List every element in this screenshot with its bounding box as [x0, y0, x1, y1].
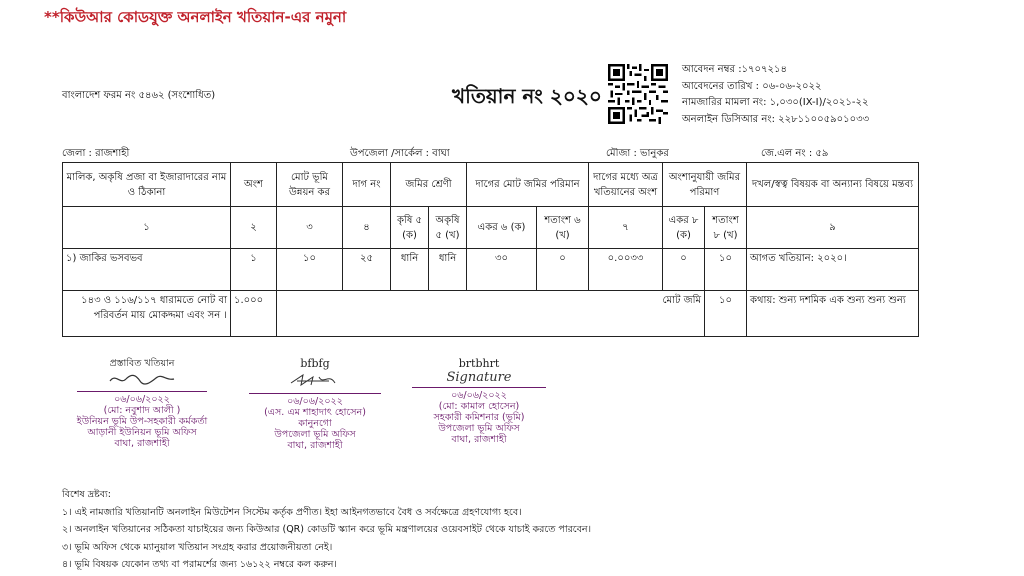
remarks-cell: আগত খতিয়ান: ২০২০। — [747, 249, 919, 291]
signatory-place: বাঘা, রাজশাহী — [287, 440, 343, 451]
col-number: ৩ — [277, 207, 343, 249]
jl-number-label: জে.এল নং : ৫৯ — [761, 148, 829, 159]
table-header-row — [63, 163, 919, 207]
signatory-place: বাঘা, রাজশাহী — [114, 438, 170, 449]
signature-heading: প্রস্তাবিত খতিয়ান — [109, 358, 175, 369]
in-words-cell: কথায়: শুন্য দশমিক এক শুন্য শুন্য শুন্য — [747, 291, 919, 337]
signature-block-2 — [240, 358, 390, 451]
owner-cell: ১) জাকির ভসবভব — [63, 249, 231, 291]
header-share: অংশ — [231, 163, 277, 207]
table-row — [63, 249, 919, 291]
note-item: ২। অনলাইন খতিয়ানের সঠিকতা যাচাইয়ের জন্য কিউআর (QR) কোডটি স্ক্যান করে ভূমি মন্ত্রণালয়ের ওয়েবসাইট থেকে যাচাই করতে পারবেন। — [62, 524, 591, 535]
note-item: ৩। ভূমি অফিস থেকে ম্যানুয়াল খতিয়ান সংগ্রহ করার প্রয়োজনীয়তা নেই। — [62, 541, 333, 553]
signature-date: ০৬/০৬/২০২২ — [451, 390, 507, 401]
acre-cell: ৩০ — [467, 249, 537, 291]
online-dcr-number: অনলাইন ডিসিআর নং: ২২৮১১০০৫৯০১০৩৩ — [682, 113, 870, 125]
form-number: বাংলাদেশ ফরম নং ৫৪৬২ (সংশোধিত) — [62, 90, 216, 101]
khatian-table — [62, 162, 919, 337]
khatian-title: খতিয়ান নং ২০২০ — [452, 84, 602, 108]
application-date: আবেদনের তারিখ : ০৬-০৬-২০২২ — [682, 80, 822, 92]
notes-title: বিশেষ দ্রষ্টব্য: — [62, 489, 111, 500]
signature-heading: brtbhrt — [458, 357, 500, 370]
header-total-land: দাগের মোট জমির পরিমান — [467, 163, 589, 207]
non-agri-class-cell: ধানি — [429, 249, 467, 291]
signature-line — [249, 393, 381, 394]
col-number: একর ৬ (ক) — [467, 207, 537, 249]
share-decimal-cell: ১০ — [705, 249, 747, 291]
col-number: একর ৮ (ক) — [663, 207, 705, 249]
col-number: ৪ — [343, 207, 391, 249]
col-number: শতাংশ ৬ (খ) — [537, 207, 589, 249]
signatory-designation: ইউনিয়ন ভূমি উপ-সহকারী কর্মকর্তা — [76, 416, 208, 427]
signature-scribble-icon — [106, 371, 178, 387]
signatory-office: উপজেলা ভূমি অফিস — [274, 429, 356, 440]
share-cell: ১ — [231, 249, 277, 291]
signatory-place: বাঘা, রাজশাহী — [451, 434, 507, 445]
signatory-name: (মো: নবুশাদ আলী ) — [103, 405, 181, 416]
signatory-designation: কানুনগো — [298, 418, 332, 429]
agri-class-cell: ধানি — [391, 249, 429, 291]
signature-date: ০৬/০৬/২০২২ — [287, 396, 343, 407]
signature-line — [77, 391, 207, 392]
header-remarks: দখল/স্বত্ব বিষয়ক বা অন্যান্য বিষয়ে মন্তব্য — [747, 163, 919, 207]
decimal-cell: ০ — [537, 249, 589, 291]
page-heading: **কিউআর কোডযুক্ত অনলাইন খতিয়ান-এর নমুনা — [44, 8, 347, 26]
table-numbering-row — [63, 207, 919, 249]
col-number: অকৃষি ৫ (খ) — [429, 207, 467, 249]
signature-scribble-icon — [285, 371, 345, 389]
special-notes — [62, 486, 591, 574]
signatory-name: (মো: কামাল হোসেন) — [438, 401, 520, 412]
header-revenue: মোট ভূমি উন্নয়ন কর — [277, 163, 343, 207]
signatory-office: আড়ানী ইউনিয়ন ভূমি অফিস — [87, 427, 197, 438]
header-dag-share: দাগের মধ্যে অত্র খতিয়ানের অংশ — [589, 163, 663, 207]
share-total-cell: ১.০০০ — [231, 291, 277, 337]
upazila-label: উপজেলা /সার্কেল : বাঘা — [350, 148, 450, 159]
share-acre-cell: ০ — [663, 249, 705, 291]
signature-line — [412, 387, 546, 388]
signature-text: Signature — [446, 370, 512, 385]
mutation-case-number: নামজারির মামলা নং: ১,০৩০(IX-I)/২০২১-২২ — [682, 97, 869, 108]
col-number: ১ — [63, 207, 231, 249]
signatory-name: (এস. এম শাহাদাৎ হোসেন) — [264, 407, 366, 418]
revenue-cell: ১০ — [277, 249, 343, 291]
note-item: ৪। ভূমি বিষয়ক যেকোন তথ্য বা পরামর্শের জন্য ১৬১২২ নম্বরে কল করুন। — [62, 559, 337, 570]
signatory-office: উপজেলা ভূমি অফিস — [438, 423, 520, 434]
header-dag-no: দাগ নং — [343, 163, 391, 207]
total-decimal-cell: ১০ — [705, 291, 747, 337]
header-share-land: অংশানুযায়ী জমির পরিমাণ — [663, 163, 747, 207]
col-number: ৭ — [589, 207, 663, 249]
application-number: আবেদন নম্বর :১৭০৭২১৪ — [682, 64, 788, 75]
col-number: ২ — [231, 207, 277, 249]
mouza-label: মৌজা : ভানুকর — [606, 148, 669, 159]
notes-change-cell: ১৪৩ ও ১১৬/১১৭ ধারামতে নোট বা পরিবর্তন মায় মোকদ্দমা এবং সন । — [63, 291, 231, 337]
signature-date: ০৬/০৬/২০২২ — [114, 394, 170, 405]
dag-no-cell: ২৫ — [343, 249, 391, 291]
header-owner: মালিক, অকৃষি প্রজা বা ইজারাদারের নাম ও ঠিকানা — [63, 163, 231, 207]
application-info — [682, 62, 869, 128]
col-number: শতাংশ ৮ (খ) — [705, 207, 747, 249]
dag-share-cell: ০.০০৩৩ — [589, 249, 663, 291]
col-number: ৯ — [747, 207, 919, 249]
district-label: জেলা : রাজশাহী — [62, 148, 130, 159]
signature-heading: bfbfg — [300, 357, 330, 370]
col-number: কৃষি ৫ (ক) — [391, 207, 429, 249]
note-item: ১। এই নামজারি খতিয়ানটি অনলাইন মিউটেশন সিস্টেম কর্তৃক প্রণীত। ইহা আইনগতভাবে বৈধ ও সর্বক্ষেত্রে গ্রহণযোগ্য হবে। — [62, 506, 522, 518]
total-land-label: মোট জমি — [277, 291, 705, 337]
header-land-class: জমির শ্রেণী — [391, 163, 467, 207]
qr-code-icon — [608, 64, 668, 124]
signature-block-3 — [404, 358, 554, 445]
signature-block-1 — [62, 358, 222, 449]
signatory-designation: সহকারী কমিশনার (ভূমি) — [433, 412, 525, 423]
table-footer-row — [63, 291, 919, 337]
